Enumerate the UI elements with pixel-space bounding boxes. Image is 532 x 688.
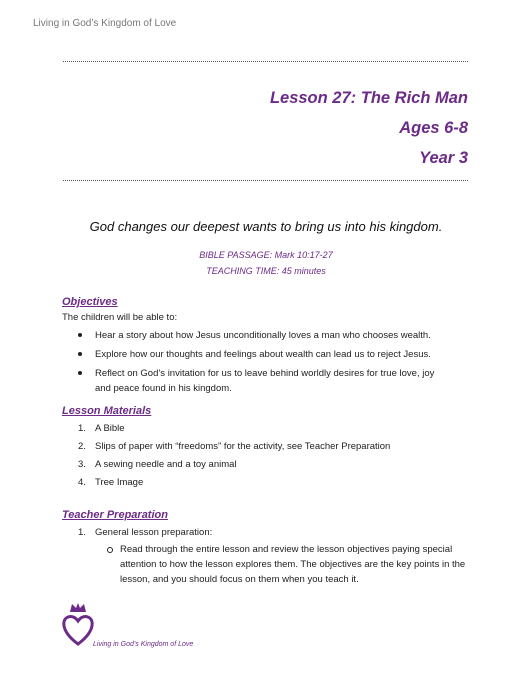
lesson-theme: God changes our deepest wants to bring us into his kingdom. xyxy=(89,219,443,234)
divider-top xyxy=(63,61,468,62)
objectives-list xyxy=(78,328,438,400)
list-item: Explore how our thoughts and feelings about wealth can lead us to reject Jesus. xyxy=(78,347,438,362)
divider-bottom xyxy=(63,180,468,181)
objectives-heading: Objectives xyxy=(62,296,118,308)
bullet-icon xyxy=(78,371,82,375)
list-item: 1. A Bible xyxy=(78,423,125,434)
list-item: Reflect on God’s invitation for us to leave behind worldly desires for true love, joy and peace found in his kingdom. xyxy=(78,366,438,396)
running-header: Living in God’s Kingdom of Love xyxy=(33,18,177,29)
list-item: 4. Tree Image xyxy=(78,477,144,488)
bible-passage: BIBLE PASSAGE: Mark 10:17-27 xyxy=(199,250,333,260)
materials-heading: Lesson Materials xyxy=(62,405,152,417)
list-item: 3. A sewing needle and a toy animal xyxy=(78,459,237,470)
lesson-title: Lesson 27: The Rich Man xyxy=(269,89,468,107)
list-item: Hear a story about how Jesus unconditionally loves a man who chooses wealth. xyxy=(78,328,438,343)
bullet-icon xyxy=(78,352,82,356)
materials-list xyxy=(78,421,458,493)
circle-bullet-icon xyxy=(107,547,113,553)
list-item: 2. Slips of paper with “freedoms” for the activity, see Teacher Preparation xyxy=(78,441,391,452)
teaching-time: TEACHING TIME: 45 minutes xyxy=(206,266,326,276)
preparation-sub-item: Read through the entire lesson and review the lesson objectives paying special attention to how the lesson explores them. The objectives are the key points in the lesson, and you should focus on them when you teach it. xyxy=(120,542,470,587)
list-item: 1. General lesson preparation: xyxy=(78,527,213,538)
lesson-year: Year 3 xyxy=(419,149,468,167)
preparation-heading: Teacher Preparation xyxy=(62,509,168,521)
bullet-icon xyxy=(78,333,82,337)
objectives-intro: The children will be able to: xyxy=(62,312,178,323)
heart-crown-logo xyxy=(61,602,95,653)
title-block xyxy=(270,88,468,168)
lesson-ages: Ages 6-8 xyxy=(399,119,468,137)
footer-text: Living in God’s Kingdom of Love xyxy=(93,641,194,648)
preparation-list xyxy=(78,525,458,543)
